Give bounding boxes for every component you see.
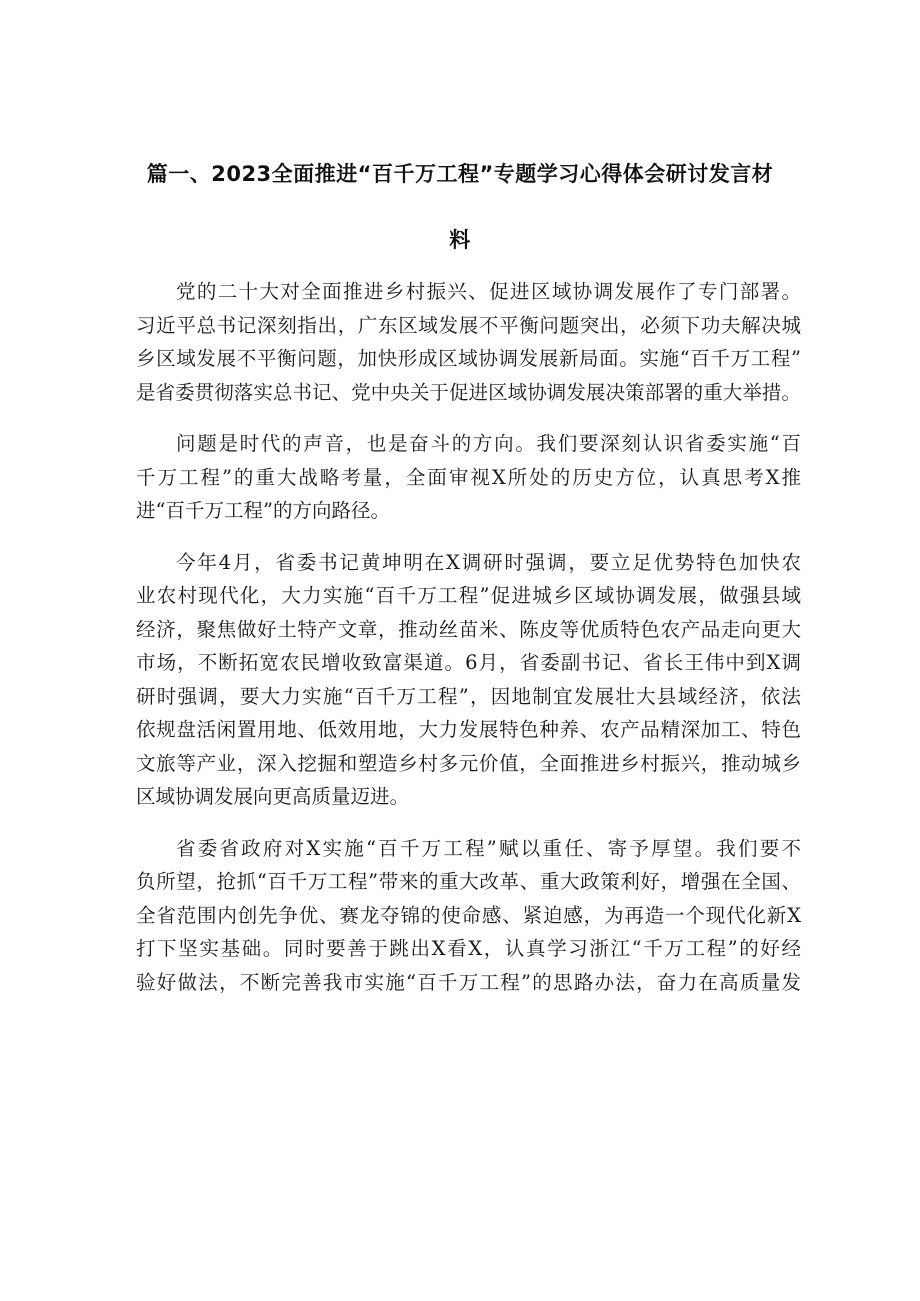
paragraph-3-line-8: 区域协调发展向更高质量迈进。 (136, 785, 410, 808)
paragraph-3-line-6: 依规盘活闲置用地、低效用地，大力发展特色种养、农产品精深加工、特色 (136, 718, 801, 741)
document-title-line-2: 料 (449, 228, 471, 252)
paragraph-1-line-3: 乡区域发展不平衡问题，加快形成区域协调发展新局面。实施“百千万工程” (136, 347, 801, 370)
paragraph-3-line-2: 业农村现代化，大力实施“百千万工程”促进城乡区域协调发展，做强县域 (136, 584, 801, 607)
paragraph-1-line-4: 是省委贯彻落实总书记、党中央关于促进区域协调发展决策部署的重大举措。 (136, 380, 801, 404)
paragraph-3-line-3: 经济，聚焦做好土特产文章，推动丝苗米、陈皮等优质特色农产品走向更大 (136, 617, 801, 641)
paragraph-2-line-3: 进“百千万工程”的方向路径。 (136, 499, 390, 522)
paragraph-4-line-4: 打下坚实基础。同时要善于跳出X看X，认真学习浙江“千万工程”的好经 (136, 937, 801, 960)
paragraph-4-line-2: 负所望，抢抓“百千万工程”带来的重大改革、重大政策利好，增强在全国、 (136, 870, 801, 893)
paragraph-1-line-1: 党的二十大对全面推进乡村振兴、促进区域协调发展作了专门部署。 (176, 280, 801, 303)
document-title-line-1: 篇一、2023全面推进“百千万工程”专题学习心得体会研讨发言材 (146, 162, 774, 186)
paragraph-4-line-3: 全省范围内创先争优、赛龙夺锦的使命感、紧迫感，为再造一个现代化新X (136, 903, 801, 927)
paragraph-4-line-5: 验好做法，不断完善我市实施“百千万工程”的思路办法，奋力在高质量发 (136, 970, 801, 994)
paragraph-2-line-2: 千万工程”的重大战略考量，全面审视X所处的历史方位，认真思考X推 (136, 465, 801, 489)
paragraph-1-line-2: 习近平总书记深刻指出，广东区域发展不平衡问题突出，必须下功夫解决城 (136, 313, 801, 337)
document-body (136, 257, 801, 999)
paragraph-3-line-5: 研时强调，要大力实施“百千万工程”，因地制宜发展壮大县域经济，依法 (136, 684, 801, 708)
paragraph-2-line-1: 问题是时代的声音，也是奋斗的方向。我们要深刻认识省委实施“百 (176, 432, 801, 455)
paragraph-4-line-1: 省委省政府对X实施“百千万工程”赋以重任、寄予厚望。我们要不 (176, 836, 801, 860)
paragraph-3-line-4: 市场，不断拓宽农民增收致富渠道。6月，省委副书记、省长王伟中到X调 (136, 651, 801, 674)
paragraph-3-line-1: 今年4月，省委书记黄坤明在X调研时强调，要立足优势特色加快农 (176, 550, 801, 574)
paragraph-3-line-7: 文旅等产业，深入挖掘和塑造乡村多元价值，全面推进乡村振兴，推动城乡 (136, 751, 801, 775)
